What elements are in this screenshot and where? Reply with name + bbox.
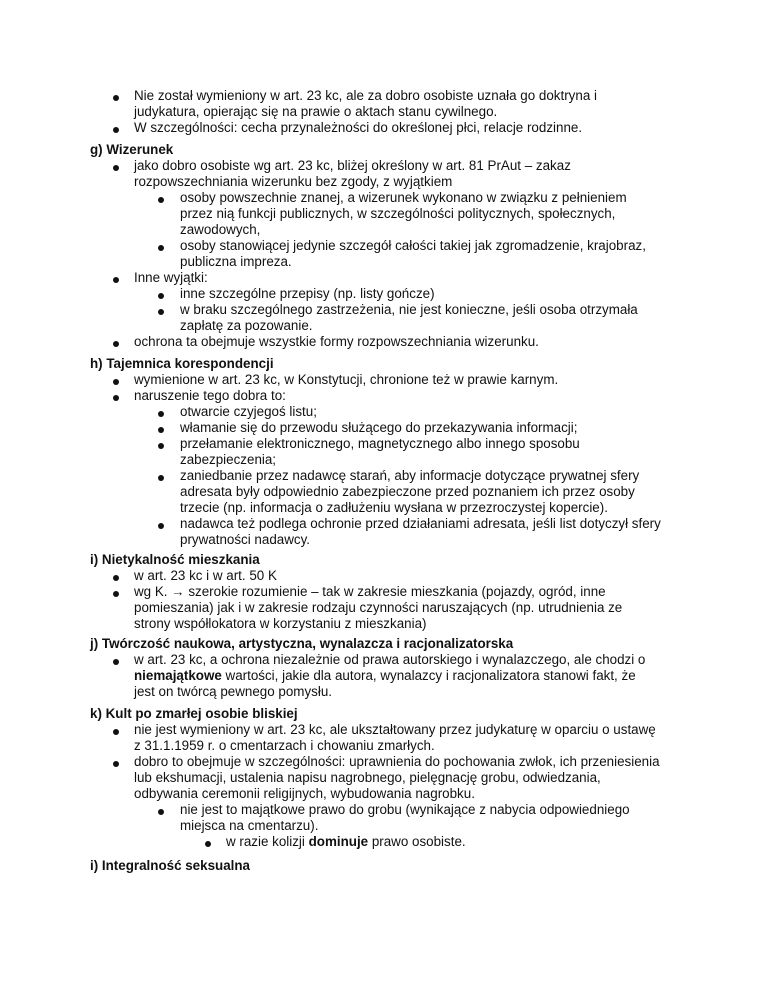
text-line: w braku szczególnego zastrzeżenia, nie jest konieczne, jeśli osoba otrzymała <box>180 302 638 317</box>
bullet <box>113 341 119 347</box>
text-line: judykatura, opierając się na prawie o aktach stanu cywilnego. <box>134 104 498 119</box>
text-line: w art. 23 kc i w art. 50 K <box>134 568 277 583</box>
text-line: naruszenie tego dobra to: <box>134 388 286 403</box>
bullet <box>158 309 164 315</box>
bullet <box>205 841 211 847</box>
text-line: ochrona ta obejmuje wszystkie formy rozpowszechniania wizerunku. <box>134 334 539 349</box>
bullet <box>158 427 164 433</box>
text-line: wymienione w art. 23 kc, w Konstytucji, chronione też w prawie karnym. <box>134 372 559 387</box>
text-line: przez nią funkcji publicznych, w szczególności politycznych, społecznych, <box>180 206 616 221</box>
section-heading-i2: i) Integralność seksualna <box>90 858 251 873</box>
bold-term-niemajatkowe: niemajątkowe <box>134 668 222 683</box>
bullet <box>158 245 164 251</box>
text-line: inne szczególne przepisy (np. listy gończe) <box>180 286 435 301</box>
text-line: odbywania ceremonii religijnych, wybudowania nagrobku. <box>134 786 475 801</box>
bullet <box>113 379 119 385</box>
text-fragment: prawo osobiste. <box>368 834 466 849</box>
bullet <box>113 591 119 597</box>
text-line: jest on twórcą pewnego pomysłu. <box>134 684 332 699</box>
text-line: adresata były odpowiednio zabezpieczone przed poznaniem ich przez osoby <box>180 484 635 499</box>
text-line: trzecie (np. informacja o zadłużeniu wysłana w przezroczystej kopercie). <box>180 500 608 515</box>
bullet <box>158 523 164 529</box>
bullet <box>158 475 164 481</box>
text-line: zawodowych, <box>180 222 261 237</box>
text-line: rozpowszechniania wizerunku bez zgody, z wyjątkiem <box>134 174 453 189</box>
bullet <box>113 277 119 283</box>
bullet <box>113 729 119 735</box>
bullet <box>158 443 164 449</box>
section-heading-g: g) Wizerunek <box>90 142 174 157</box>
bullet <box>158 809 164 815</box>
bullet <box>113 127 119 133</box>
text-fragment: w razie kolizji <box>226 834 309 849</box>
bullet <box>113 761 119 767</box>
section-heading-i: i) Nietykalność mieszkania <box>90 552 260 567</box>
text-line: prywatności nadawcy. <box>180 532 310 547</box>
text-line: zaniedbanie przez nadawcę starań, aby informacje dotyczące prywatnej sfery <box>180 468 640 483</box>
text-line: w art. 23 kc, a ochrona niezależnie od prawa autorskiego i wynalazczego, ale chodzi o <box>134 652 646 667</box>
bold-term-dominuje: dominuje <box>308 834 369 849</box>
bullet <box>113 165 119 171</box>
text-line: Nie został wymieniony w art. 23 kc, ale za dobro osobiste uznała go doktryna i <box>134 88 597 103</box>
text-line: wg K. → szerokie rozumienie – tak w zakresie mieszkania (pojazdy, ogród, inne <box>134 584 606 599</box>
text-line: osoby stanowiącej jedynie szczegół całości takiej jak zgromadzenie, krajobraz, <box>180 238 646 253</box>
text-line: miejsca na cmentarzu). <box>180 818 319 833</box>
text-line: osoby powszechnie znanej, a wizerunek wykonano w związku z pełnieniem <box>180 190 627 205</box>
text-line: otwarcie czyjegoś listu; <box>180 404 317 419</box>
text-line: z 31.1.1959 r. o cmentarzach i chowaniu zmarłych. <box>134 738 435 753</box>
text-line: zabezpieczenia; <box>180 452 277 467</box>
text-line: nie jest to majątkowe prawo do grobu (wynikające z nabycia odpowiedniego <box>180 802 630 817</box>
bullet <box>113 575 119 581</box>
bullet <box>113 95 119 101</box>
bullet <box>158 293 164 299</box>
text-line <box>134 668 636 684</box>
text-line: dobro to obejmuje w szczególności: uprawnienia do pochowania zwłok, ich przeniesienia <box>134 754 660 769</box>
text-line: publiczna impreza. <box>180 254 292 269</box>
text-line: Inne wyjątki: <box>134 270 208 285</box>
section-heading-j: j) Twórczość naukowa, artystyczna, wynalazcza i racjonalizatorska <box>90 636 514 651</box>
text-line: nie jest wymieniony w art. 23 kc, ale ukształtowany przez judykaturę w oparciu o ustawę <box>134 722 656 737</box>
text-line: przełamanie elektronicznego, magnetycznego albo innego sposobu <box>180 436 580 451</box>
text-fragment: wartości, jakie dla autora, wynalazcy i racjonalizatora stanowi fakt, że <box>221 668 636 683</box>
text-line: strony współlokatora w korzystaniu z mieszkania) <box>134 616 427 631</box>
section-heading-h: h) Tajemnica korespondencji <box>90 356 274 371</box>
text-line: lub ekshumacji, ustalenia napisu nagrobnego, pielęgnację grobu, odwiedzania, <box>134 770 601 785</box>
text-line: pomieszania) jak i w zakresie rodzaju czynności naruszających (np. utrudnienia ze <box>134 600 623 615</box>
text-line <box>226 834 466 850</box>
bullet <box>113 395 119 401</box>
text-line: nadawca też podlega ochronie przed działaniami adresata, jeśli list dotyczył sfery <box>180 516 661 531</box>
text-line: W szczególności: cecha przynależności do określonej płci, relacje rodzinne. <box>134 120 583 135</box>
section-heading-k: k) Kult po zmarłej osobie bliskiej <box>90 706 298 721</box>
text-line: włamanie się do przewodu służącego do przekazywania informacji; <box>180 420 578 435</box>
bullet <box>158 411 164 417</box>
bullet <box>113 659 119 665</box>
bullet <box>158 197 164 203</box>
text-line: zapłatę za pozowanie. <box>180 318 313 333</box>
text-line: jako dobro osobiste wg art. 23 kc, bliżej określony w art. 81 PrAut – zakaz <box>134 158 571 173</box>
